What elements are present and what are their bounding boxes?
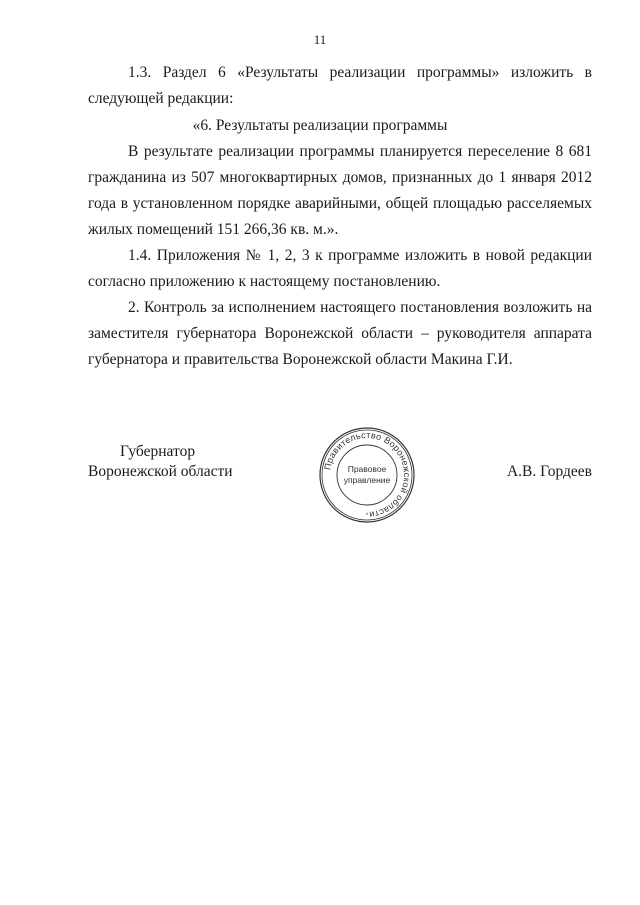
stamp-inner-line2: управление [343,475,391,485]
stamp-inner-line1: Правовое [347,464,387,474]
paragraph-2: 2. Контроль за исполнением настоящего постановления возложить на заместителя губернатора Воронежской области – руководителя аппарата губернатора и правительства Воронежской области Макина Г.И. [88,299,592,368]
signatory-title [88,442,233,482]
signatory-title-line2: Воронежской области [88,463,233,480]
stamp-seal-icon [317,425,417,525]
paragraph-1-3: 1.3. Раздел 6 «Результаты реализации программы» изложить в следующей редакции: [88,64,592,107]
page-number: 11 [313,32,327,47]
signatory-name: А.В. Гордеев [506,463,592,480]
paragraph-1-4: 1.4. Приложения № 1, 2, 3 к программе изложить в новой редакции согласно приложению к настоящему постановлению. [88,247,592,290]
official-stamp [317,425,417,525]
section-heading: «6. Результаты реализации программы [192,117,448,134]
stamp-outer-text: Правительство Воронежской области [322,429,413,520]
svg-text:*: * [365,513,369,519]
paragraph-results: В результате реализации программы планируется переселение 8 681 гражданина из 507 многоквартирных домов, признанных до 1 января 2012 года в установленном порядке аварийными, общей площадью расселяемых жилых помещений 151 266,36 кв. м.». [88,143,592,238]
signatory-title-line1: Губернатор [120,443,196,460]
